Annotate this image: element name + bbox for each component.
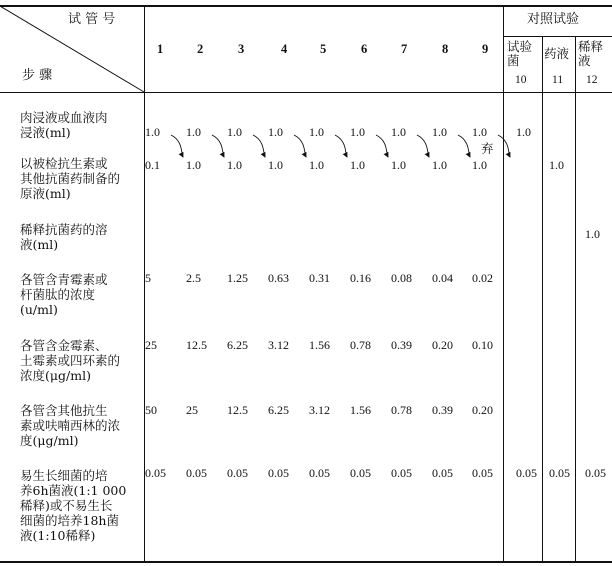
- transfer-arrow-5: [335, 135, 347, 157]
- cell-r3-c12: 1.0: [585, 227, 600, 241]
- cell-r7-c12: 0.05: [585, 466, 606, 480]
- cell-r6-c4: 6.25: [268, 403, 289, 417]
- tube-number-2: 2: [197, 42, 204, 56]
- tube-number-4: 4: [281, 42, 288, 56]
- cell-r2-c6: 1.0: [350, 158, 365, 172]
- cell-r6-c3: 12.5: [227, 403, 248, 417]
- cell-r7-c9: 0.05: [472, 466, 493, 480]
- transfer-arrow-2: [212, 135, 224, 157]
- cell-r7-c8: 0.05: [432, 466, 453, 480]
- cell-r1-c9: 1.0: [472, 125, 487, 139]
- cell-r2-c9: 1.0: [472, 158, 487, 172]
- cell-r5-c9: 0.10: [472, 338, 493, 352]
- cell-r2-c1: 0.1: [145, 158, 160, 172]
- transfer-arrow-9: [498, 135, 510, 157]
- step-label: 步 骤: [22, 68, 53, 83]
- cell-r7-c6: 0.05: [350, 466, 371, 480]
- cell-r7-c1: 0.05: [145, 466, 166, 480]
- transfer-arrow-8: [458, 135, 470, 157]
- cell-r5-c8: 0.20: [432, 338, 453, 352]
- transfer-arrow-1: [171, 135, 183, 157]
- cell-r1-c6: 1.0: [350, 125, 365, 139]
- cell-r5-c5: 1.56: [309, 338, 330, 352]
- step-stock-solution: 以被检抗生素或 其他抗菌药制备的 原液(ml): [20, 156, 121, 201]
- cell-r6-c9: 0.20: [472, 403, 493, 417]
- cell-r1-c4: 1.0: [268, 125, 283, 139]
- cell-r5-c6: 0.78: [350, 338, 371, 352]
- cell-r4-c8: 0.04: [432, 271, 453, 285]
- cell-r7-c5: 0.05: [309, 466, 330, 480]
- cell-r6-c8: 0.39: [432, 403, 453, 417]
- cell-r6-c2: 25: [186, 403, 198, 417]
- cell-r5-c4: 3.12: [268, 338, 289, 352]
- cell-r7-c10: 0.05: [516, 466, 537, 480]
- step-other-antibiotic-conc: 各管含其他抗生 素或呋喃西林的浓 度(μg/ml): [20, 403, 121, 448]
- cell-r5-c7: 0.39: [391, 338, 412, 352]
- control-name-10: 试验 菌: [507, 39, 533, 68]
- cell-r4-c7: 0.08: [391, 271, 412, 285]
- cell-r7-c3: 0.05: [227, 466, 248, 480]
- transfer-arrow-6: [376, 135, 388, 157]
- transfer-arrow-3: [253, 135, 265, 157]
- cell-r6-c5: 3.12: [309, 403, 330, 417]
- cell-r7-c7: 0.05: [391, 466, 412, 480]
- control-number-12: 12: [586, 74, 598, 86]
- cell-r2-c5: 1.0: [309, 158, 324, 172]
- cell-r4-c4: 0.63: [268, 271, 289, 285]
- transfer-arrow-4: [294, 135, 306, 157]
- cell-r1-c7: 1.0: [391, 125, 406, 139]
- cell-r2-c3: 1.0: [227, 158, 242, 172]
- step-diluent: 稀释抗菌药的溶 液(ml): [20, 222, 108, 252]
- tube-number-1: 1: [157, 42, 164, 56]
- cell-r5-c3: 6.25: [227, 338, 248, 352]
- cell-r1-c2: 1.0: [186, 125, 201, 139]
- cell-r5-c2: 12.5: [186, 338, 207, 352]
- cell-r6-c1: 50: [145, 403, 157, 417]
- cell-r1-c3: 1.0: [227, 125, 242, 139]
- transfer-arrow-7: [417, 135, 429, 157]
- cell-r1-c8: 1.0: [432, 125, 447, 139]
- control-number-10: 10: [515, 74, 527, 86]
- tube-number-8: 8: [442, 42, 449, 56]
- cell-r5-c1: 25: [145, 338, 157, 352]
- tube-number-label: 试 管 号: [68, 12, 116, 27]
- cell-r4-c1: 5: [145, 271, 151, 285]
- tube-number-7: 7: [401, 42, 408, 56]
- control-name-12: 稀释 液: [578, 39, 604, 68]
- tube-number-5: 5: [320, 42, 327, 56]
- cell-r2-c8: 1.0: [432, 158, 447, 172]
- cell-r4-c2: 2.5: [186, 271, 201, 285]
- control-group-label: 对照试验: [527, 12, 580, 27]
- step-aureomycin-conc: 各管含金霉素、 土霉素或四环素的 浓度(μg/ml): [20, 338, 121, 383]
- cell-r2-c11: 1.0: [549, 158, 564, 172]
- cell-r6-c7: 0.78: [391, 403, 412, 417]
- cell-r4-c6: 0.16: [350, 271, 371, 285]
- cell-r4-c9: 0.02: [472, 271, 493, 285]
- tube-number-3: 3: [238, 42, 245, 56]
- cell-r7-c4: 0.05: [268, 466, 289, 480]
- control-number-11: 11: [552, 74, 564, 86]
- cell-r2-c7: 1.0: [391, 158, 406, 172]
- cell-r7-c2: 0.05: [186, 466, 207, 480]
- step-penicillin-conc: 各管含青霉素或 杆菌肽的浓度 (u/ml): [20, 272, 108, 317]
- cell-r2-c2: 1.0: [186, 158, 201, 172]
- cell-r2-c4: 1.0: [268, 158, 283, 172]
- cell-r1-c1: 1.0: [145, 125, 160, 139]
- discard-label: 弃: [481, 141, 494, 156]
- cell-r1-c10: 1.0: [516, 125, 531, 139]
- step-bacterial-suspension: 易生长细菌的培 养6h菌液(1:1 000 稀释)或不易生长 细菌的培养18h菌 液(1:10稀释): [20, 468, 127, 543]
- control-name-11: 药液: [544, 46, 570, 61]
- cell-r4-c3: 1.25: [227, 271, 248, 285]
- cell-r6-c6: 1.56: [350, 403, 371, 417]
- cell-r1-c5: 1.0: [309, 125, 324, 139]
- cell-r4-c5: 0.31: [309, 271, 330, 285]
- cell-r7-c11: 0.05: [549, 466, 570, 480]
- step-broth: 肉浸液或血液肉 浸液(ml): [20, 110, 108, 140]
- tube-number-9: 9: [482, 42, 489, 56]
- tube-number-6: 6: [361, 42, 368, 56]
